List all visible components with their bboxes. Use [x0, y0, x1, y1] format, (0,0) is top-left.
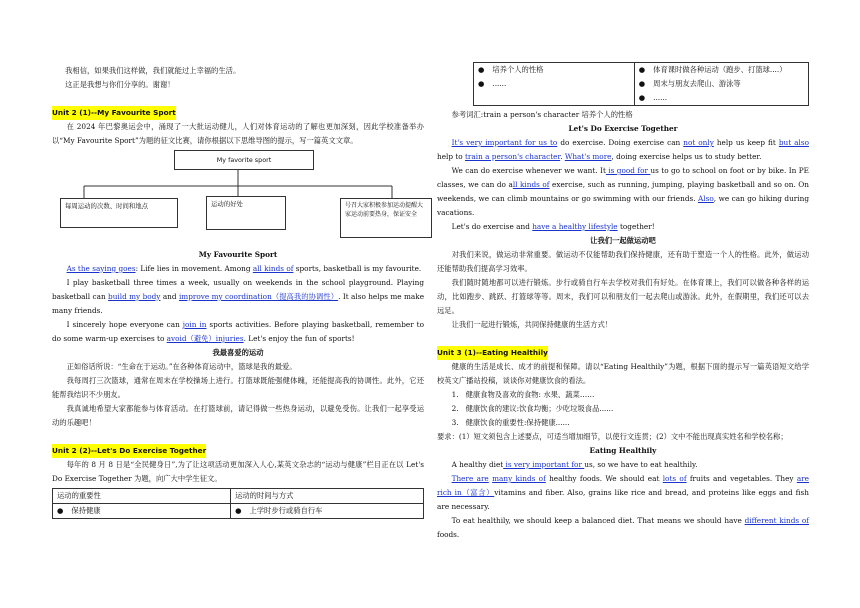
- text-run: , we can go hiking during vacations.: [437, 194, 809, 217]
- unit3-item-2: [437, 402, 809, 416]
- right-column: [437, 0, 809, 542]
- sport-essay-p1: [52, 262, 424, 276]
- text-run: : Life lies in movement. Among: [135, 264, 253, 273]
- table-cell-col1: [474, 63, 635, 106]
- text-run: do exercise. Doing exercise can: [557, 138, 684, 147]
- eating-essay-p2: [437, 472, 809, 514]
- unit2-2-prompt: 每年的 8 月 8 日是“全民健身日”,为了让这项活动更加深入人心,某英文杂志的“运动与健康”栏目正在以 Let's Do Exercise Together 为题，向广大中学生征文。: [52, 460, 424, 483]
- text-run: I sincerely hope everyone can: [66, 320, 183, 329]
- text-run: . It also helps me make many friends.: [52, 292, 425, 315]
- phrase-link: train a person's character: [465, 152, 561, 161]
- item-number: 2.: [451, 404, 459, 413]
- phrase-link: avoid（避免）injuries: [166, 334, 244, 343]
- phrase-link: are rich in（富含）: [437, 474, 809, 497]
- table-cell-col2: [634, 63, 808, 106]
- text-run: help to: [437, 152, 465, 161]
- unit2-2-heading: Unit 2 (2)--Let's Do Exercise Together: [52, 444, 206, 458]
- text-run: vitamins and fiber. Also, grains like rice and bread, and proteins like eggs and fish are necessary.: [437, 488, 809, 511]
- unit3-1-heading: Unit 3 (1)--Eating Healthily: [437, 346, 548, 360]
- essay-title-eating: Eating Healthily: [589, 446, 657, 455]
- table-cell: ● 上学时步行或骑自行车: [231, 504, 424, 519]
- cn-title-exercise: 让我们一起做运动吧: [590, 236, 656, 245]
- text-run: sports, basketball is my favourite.: [293, 264, 422, 273]
- intro-line-1: 我相信，如果我们这样做，我们就能过上幸福的生活。: [65, 66, 241, 75]
- phrase-link: build my body: [108, 292, 161, 301]
- eating-essay-p3: [437, 514, 809, 542]
- phrase-link: What's more: [564, 152, 612, 161]
- item-number: 1.: [451, 390, 459, 399]
- unit2-1-prompt: 在 2024 年巴黎奥运会中，涌现了一大批运动健儿，人们对体育运动的了解也更加深刻，因此学校准备举办以“My Favourite Sport”为题的征文比赛，请你根据以下思维导图的提示，写一篇英文文章。: [52, 122, 424, 145]
- text-run: fruits and vegetables. They: [686, 474, 797, 483]
- left-column: [52, 0, 424, 519]
- cn-sport-p1: 正如俗话所说：“生命在于运动。”在各种体育运动中，篮球是我的最爱。: [66, 362, 297, 371]
- mind-map: [52, 148, 424, 248]
- unit2-1-heading: Unit 2 (1)--My Favourite Sport: [52, 106, 176, 120]
- cn-exercise-p1: 对我们来说，做运动非常重要。做运动不仅能帮助我们保持健康，还有助于塑造一个人的性格。此外，做运动还能帮助我们提高学习效率。: [437, 250, 809, 273]
- text-run: and: [160, 292, 179, 301]
- essay-title-exercise: Let's Do Exercise Together: [568, 124, 678, 133]
- text-run: . Let's enjoy the fun of sports!: [243, 334, 355, 343]
- phrase-link: is very important for: [503, 460, 585, 469]
- cn-exercise-p2: 我们随时随地都可以进行锻炼。步行或骑自行车去学校对我们有好处。在体育课上，我们可以做各种各样的运动，比如跑步、跳跃、打篮球等等。周末，我们可以和朋友们一起去爬山或游泳。此外，在假期里，我们还可以去远足。: [437, 278, 809, 315]
- unit3-item-1: [437, 388, 809, 402]
- exercise-outline-table-continued: [473, 62, 809, 106]
- phrase-link: It's very important for us to: [451, 138, 558, 147]
- text-run: I play basketball three times a week, usually on weekends in the school playground. Playing basketball can: [52, 278, 424, 301]
- table-bullet: ● ......: [478, 77, 630, 91]
- table-bullet: ● 周末与朋友去爬山、游泳等: [639, 77, 804, 91]
- mind-map-center: My favorite sport: [174, 150, 314, 170]
- phrase-link: ll kinds of: [512, 180, 550, 189]
- cn-title-favourite-sport: 我最喜爱的运动: [212, 348, 264, 357]
- exercise-outline-table: [52, 488, 424, 519]
- text-run: healthy foods. We should eat: [545, 474, 663, 483]
- text-run: us to go to school on foot or by bike. In PE classes, we can do a: [437, 166, 809, 189]
- phrase-link: have a healthy lifestyle: [532, 222, 618, 231]
- text-run: together!: [617, 222, 655, 231]
- sport-essay-p3: [52, 318, 424, 346]
- mind-map-box-3: 号召大家积极参加运动提醒大家运动前要热身，保证安全: [340, 198, 432, 238]
- phrase-link: improve my coordination（提高我的协调性）: [178, 292, 339, 301]
- intro-line-2: 这正是我想与你们分享的。谢谢！: [65, 80, 175, 89]
- reference-words: 参考词汇:train a person's character 培养个人的性格: [451, 110, 633, 119]
- phrase-link: different kinds of: [744, 516, 809, 525]
- text-run: Let's do exercise and: [451, 222, 533, 231]
- text-run: A healthy diet: [451, 460, 504, 469]
- phrase-link: join in: [182, 320, 207, 329]
- item-text: 健康饮食的建议:饮食均衡；少吃垃圾食品......: [465, 404, 614, 413]
- text-run: foods.: [437, 530, 460, 539]
- cn-exercise-p3: 让我们一起进行锻炼，共同保持健康的生活方式！: [451, 320, 613, 329]
- mind-map-box-1: 每周运动的次数、时间和地点: [60, 198, 178, 228]
- text-run: To eat healthily, we should keep a balanced diet. That means we should have: [451, 516, 745, 525]
- item-text: 健康饮食的重要性:保持健康......: [465, 418, 570, 427]
- unit3-1-prompt: 健康的生活是成长、成才的前提和保障。请以“Eating Healthily”为题，根据下面的提示写一篇英语短文给学校英文广播站投稿，谈谈你对健康饮食的看法。: [437, 362, 809, 385]
- phrase-link: As the saying goes: [66, 264, 136, 273]
- exercise-essay-p1: [437, 136, 809, 164]
- phrase-link: but also: [778, 138, 809, 147]
- phrase-link: There are: [451, 474, 489, 483]
- mind-map-box-2: 运动的好处: [206, 196, 286, 230]
- text-run: us, so we have to eat healthily.: [584, 460, 698, 469]
- essay-title-favourite-sport: My Favourite Sport: [198, 250, 278, 259]
- cn-sport-p2: 我每周打三次篮球，通常在周末在学校操场上进行。打篮球既能强健体魄，还能提高我的协调性。此外，它还能帮我结识不少朋友。: [52, 376, 424, 399]
- text-run: exercise, such as running, jumping, playing basketball and so on. On weekends, we can climb mountains or go swimming with our friends.: [437, 180, 809, 203]
- phrase-link: not only: [683, 138, 714, 147]
- phrase-link: many kinds of: [492, 474, 546, 483]
- table-bullet: ● 体育课时做各种运动（跑步、打篮球....）: [639, 63, 804, 77]
- text-run: We can do exercise whenever we want. It: [451, 166, 606, 175]
- exercise-essay-p3: [437, 220, 809, 234]
- table-bullet: ● ......: [639, 91, 804, 105]
- text-run: help us keep fit: [713, 138, 779, 147]
- unit3-requirement: 要求：(1）短文须包含上述要点，可适当增加细节，以使行文连贯；(2）文中不能出现真实姓名和学校名称；: [437, 432, 788, 441]
- sport-essay-p2: [52, 276, 424, 318]
- text-run: .: [560, 152, 565, 161]
- table-cell: ● 保持健康: [53, 504, 231, 519]
- text-run: , doing exercise helps us to study better.: [611, 152, 762, 161]
- text-run: sports activities. Before playing basketball, remember to do some warm-up exercises to: [52, 320, 424, 343]
- table-header-time-way: 运动的时间与方式: [231, 489, 424, 504]
- item-number: 3.: [451, 418, 459, 427]
- table-header-importance: 运动的重要性: [53, 489, 231, 504]
- item-text: 健康食物及喜欢的食物: 水果、蔬菜……: [465, 390, 595, 399]
- cn-sport-p3: 我真诚地希望大家都能参与体育活动。在打篮球前，请记得做一些热身运动，以避免受伤。让我们一起享受运动的乐趣吧！: [52, 404, 424, 427]
- phrase-link: is good for: [605, 166, 651, 175]
- eating-essay-p1: [437, 458, 809, 472]
- phrase-link: Also: [698, 194, 714, 203]
- table-bullet: ● 培养个人的性格: [478, 63, 630, 77]
- exercise-essay-p2: [437, 164, 809, 220]
- phrase-link: all kinds of: [252, 264, 294, 273]
- unit3-item-3: [437, 416, 809, 430]
- phrase-link: lots of: [662, 474, 687, 483]
